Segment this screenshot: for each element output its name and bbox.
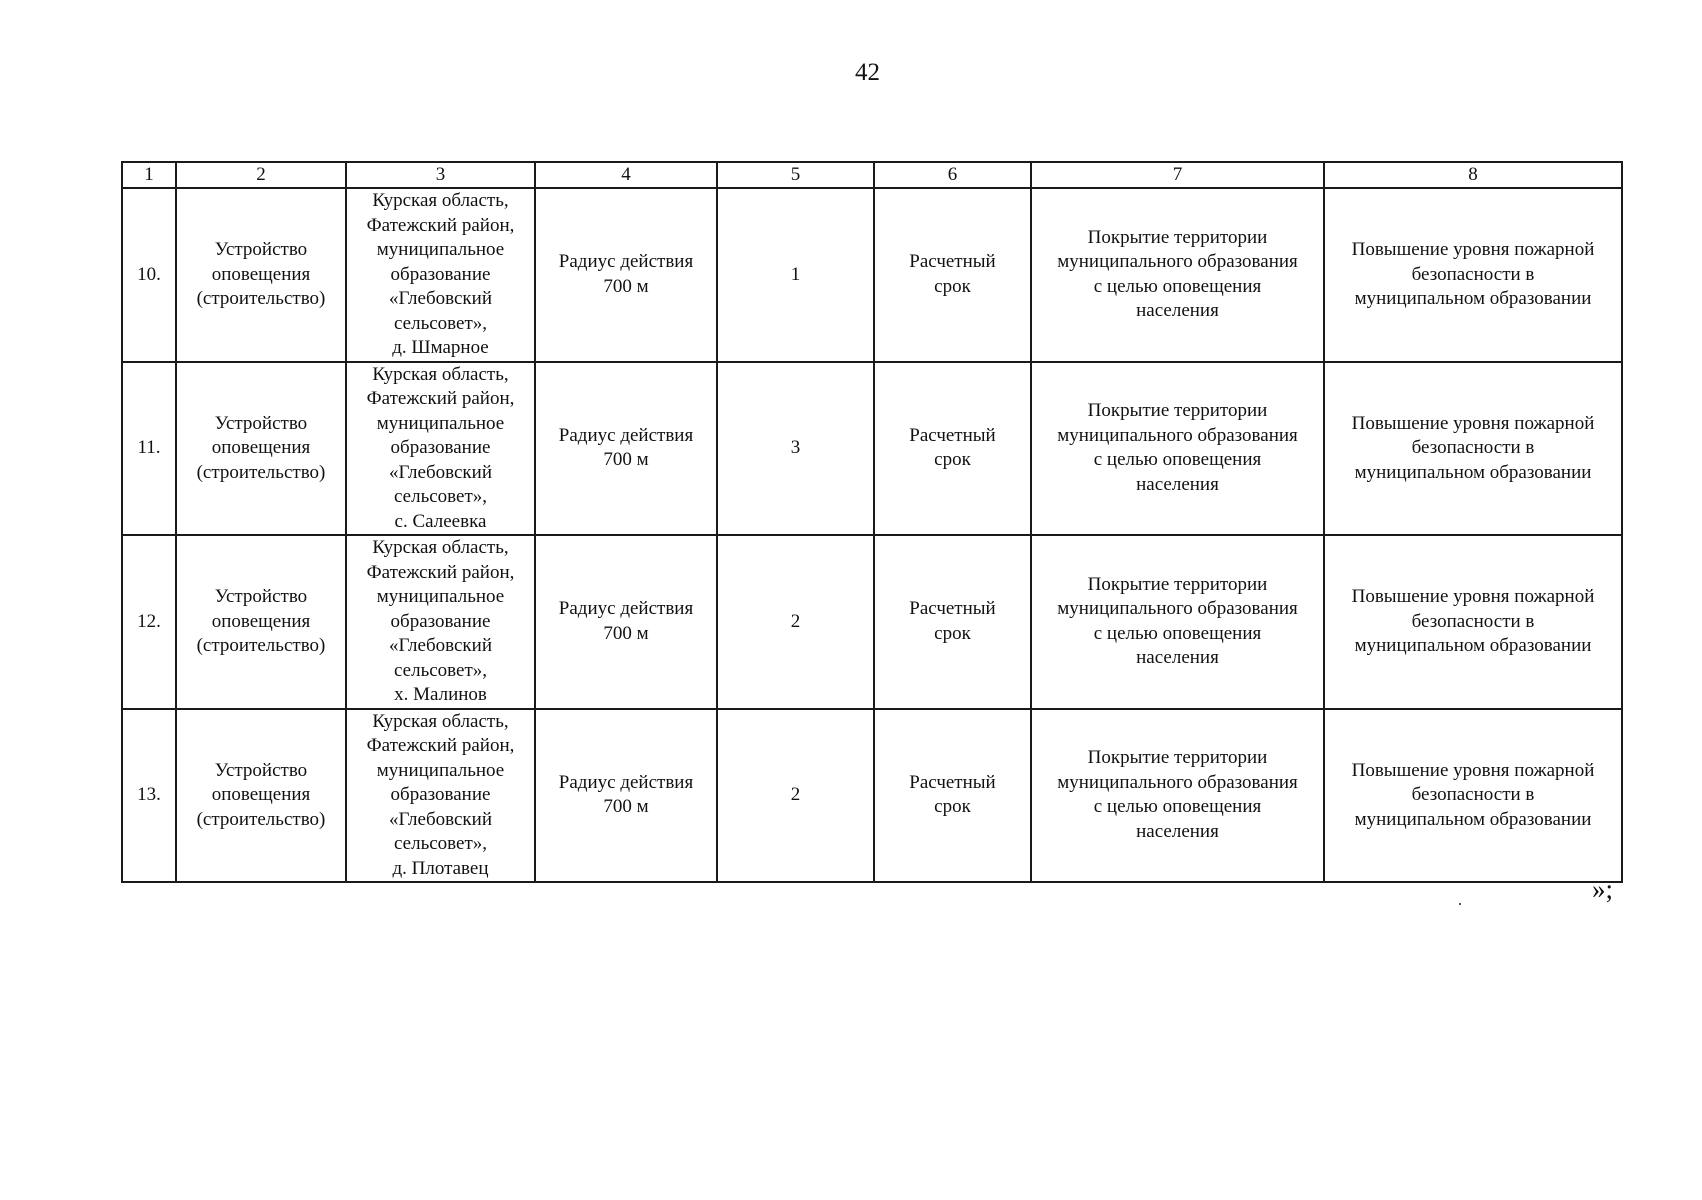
object-characteristic: Радиус действия 700 м <box>535 535 717 709</box>
object-location: Курская область, Фатежский район, муниципальное образование «Глебовский сельсовет», д. Шмарное <box>346 188 535 362</box>
implementation-term: Расчетный срок <box>874 535 1031 709</box>
column-header: 5 <box>717 162 874 188</box>
page-number: 42 <box>855 59 880 86</box>
implementation-term: Расчетный срок <box>874 362 1031 536</box>
scan-speck <box>1459 903 1461 905</box>
object-purpose: Покрытие территории муниципального образования с целью оповещения населения <box>1031 709 1324 883</box>
table-row <box>122 362 1622 536</box>
object-type: Устройство оповещения (строительство) <box>176 709 346 883</box>
object-type: Устройство оповещения (строительство) <box>176 362 346 536</box>
object-characteristic: Радиус действия 700 м <box>535 709 717 883</box>
object-count: 2 <box>717 709 874 883</box>
expected-effect: Повышение уровня пожарной безопасности в муниципальном образовании <box>1324 188 1622 362</box>
column-header: 6 <box>874 162 1031 188</box>
implementation-term: Расчетный срок <box>874 188 1031 362</box>
object-location: Курская область, Фатежский район, муниципальное образование «Глебовский сельсовет», д. Плотавец <box>346 709 535 883</box>
object-type: Устройство оповещения (строительство) <box>176 535 346 709</box>
object-location: Курская область, Фатежский район, муниципальное образование «Глебовский сельсовет», с. Салеевка <box>346 362 535 536</box>
object-purpose: Покрытие территории муниципального образования с целью оповещения населения <box>1031 535 1324 709</box>
object-characteristic: Радиус действия 700 м <box>535 362 717 536</box>
measures-table <box>121 161 1623 883</box>
object-purpose: Покрытие территории муниципального образования с целью оповещения населения <box>1031 362 1324 536</box>
column-number-row <box>122 162 1622 188</box>
row-number: 13. <box>122 709 176 883</box>
object-location: Курская область, Фатежский район, муниципальное образование «Глебовский сельсовет», х. Малинов <box>346 535 535 709</box>
row-number: 11. <box>122 362 176 536</box>
column-header: 4 <box>535 162 717 188</box>
object-characteristic: Радиус действия 700 м <box>535 188 717 362</box>
row-number: 12. <box>122 535 176 709</box>
object-type: Устройство оповещения (строительство) <box>176 188 346 362</box>
closing-quote-mark: »; <box>1592 874 1614 904</box>
column-header: 1 <box>122 162 176 188</box>
expected-effect: Повышение уровня пожарной безопасности в муниципальном образовании <box>1324 535 1622 709</box>
column-header: 8 <box>1324 162 1622 188</box>
column-header: 3 <box>346 162 535 188</box>
implementation-term: Расчетный срок <box>874 709 1031 883</box>
table-row <box>122 535 1622 709</box>
row-number: 10. <box>122 188 176 362</box>
table-row <box>122 709 1622 883</box>
object-count: 1 <box>717 188 874 362</box>
column-header: 7 <box>1031 162 1324 188</box>
expected-effect: Повышение уровня пожарной безопасности в муниципальном образовании <box>1324 709 1622 883</box>
table-row <box>122 188 1622 362</box>
expected-effect: Повышение уровня пожарной безопасности в муниципальном образовании <box>1324 362 1622 536</box>
object-count: 2 <box>717 535 874 709</box>
object-purpose: Покрытие территории муниципального образования с целью оповещения населения <box>1031 188 1324 362</box>
column-header: 2 <box>176 162 346 188</box>
object-count: 3 <box>717 362 874 536</box>
